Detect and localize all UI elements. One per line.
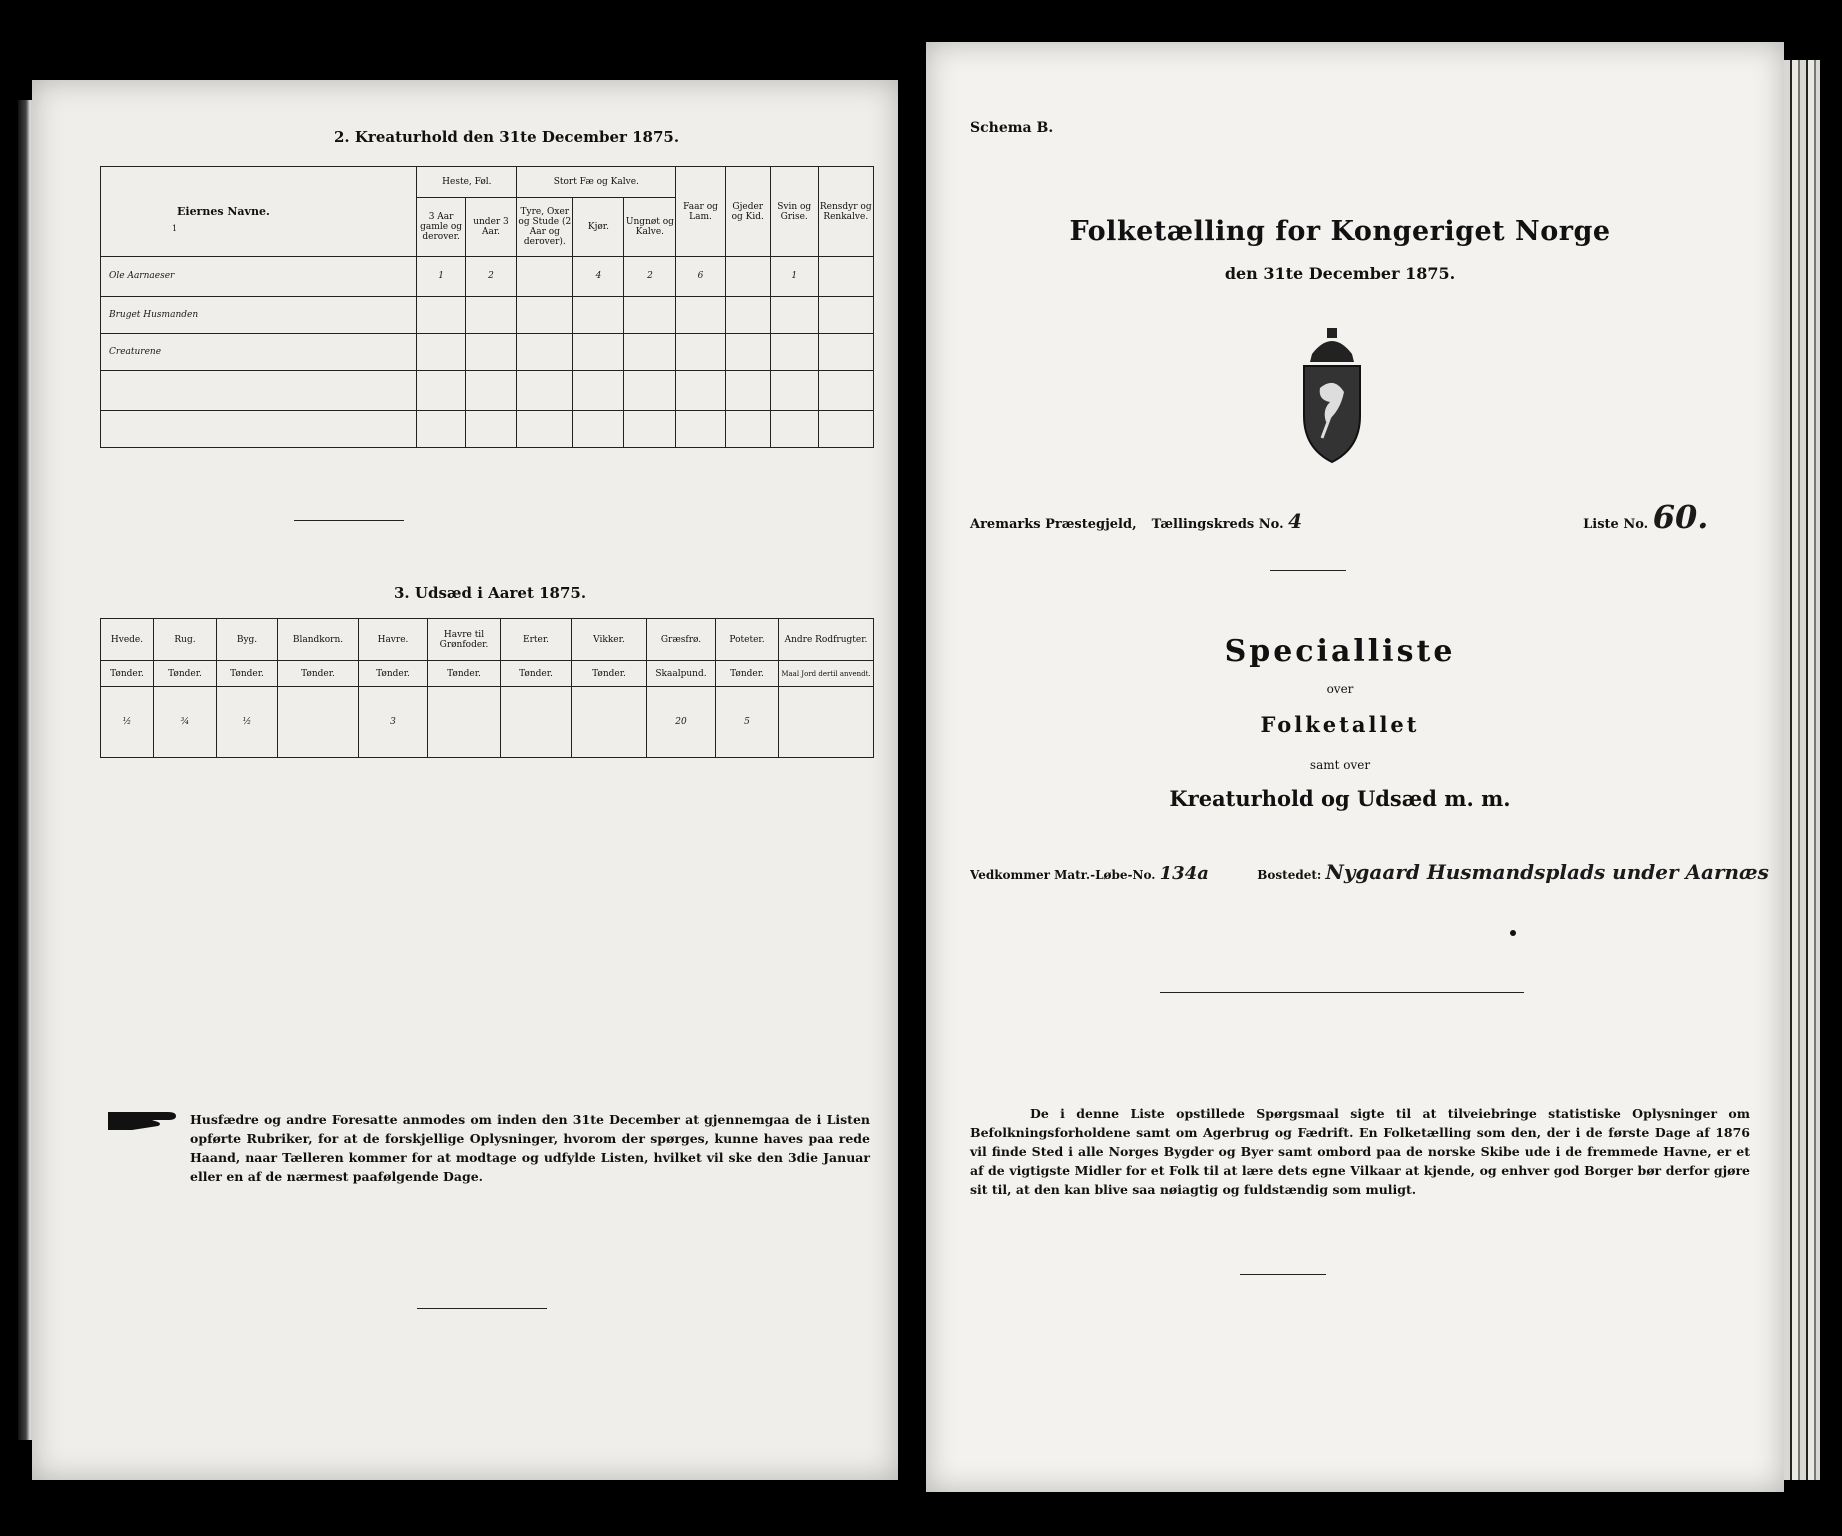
left-page	[32, 80, 898, 1480]
matr-label: Vedkommer Matr.-Løbe-No.	[970, 868, 1156, 882]
seed-unit: Tønder.	[217, 661, 278, 687]
seed-header: Vikker.	[572, 619, 647, 661]
reindeer-value	[818, 257, 873, 297]
parish-line	[970, 498, 1750, 536]
list-label: Liste No.	[1583, 517, 1649, 532]
separator-line	[417, 1308, 547, 1309]
horse-old-header: 3 Aar gamle og derover.	[417, 197, 465, 256]
owner-name: Creaturene	[101, 333, 417, 370]
district-value: 4	[1288, 509, 1303, 533]
livestock-title: 2. Kreaturhold den 31te December 1875.	[334, 128, 680, 146]
seed-header: Rug.	[154, 619, 217, 661]
coat-of-arms-icon	[1282, 326, 1382, 466]
seed-unit: Tønder.	[428, 661, 501, 687]
bosted-label: Bostedet:	[1257, 868, 1322, 882]
seed-header: Havre til Grønfoder.	[428, 619, 501, 661]
cattle-group-header: Stort Fæ og Kalve.	[517, 167, 676, 198]
seed-unit: Tønder.	[101, 661, 154, 687]
reindeer-header: Rensdyr og Renkalve.	[818, 167, 873, 257]
list-value: 60.	[1652, 498, 1709, 536]
schema-label: Schema B.	[970, 120, 1054, 136]
matr-value: 134a	[1159, 863, 1209, 884]
intro-paragraph: De i denne Liste opstillede Spørgsmaal sigte til at tilveiebringe statistiske Oplysninger om Befolkningsforholdene samt om Agerbrug og Fædrift. En Folketælling som den, der i de første Dage af 1876 vil finde Sted i alle Norges Bygder og Byer samt ombord paa de norske Skibe ude i de fremmede Havne, er et af de vigtigste Midler for et Folk til at lære dets egne Vilkaar at kjende, og enhver god Borger bør derfor gjøre sit til, at den kan blive saa nøiagtig og fuldstændig som muligt.	[970, 1106, 1750, 1197]
pointing-hand-icon	[108, 1108, 180, 1132]
folketallet-heading: Folketallet	[1260, 712, 1420, 737]
seed-header: Græsfrø.	[647, 619, 716, 661]
table-row	[101, 257, 874, 297]
seed-header: Havre.	[359, 619, 428, 661]
seed-value: 20	[647, 687, 716, 758]
table-row	[101, 333, 874, 370]
owner-col-number: 1	[172, 224, 178, 233]
young-value: 2	[624, 257, 676, 297]
seed-unit: Tønder.	[501, 661, 572, 687]
district-label: Tællingskreds No.	[1151, 517, 1284, 532]
seed-value	[501, 687, 572, 758]
separator-line	[1160, 992, 1524, 993]
separator-line	[1240, 1274, 1326, 1275]
seed-value	[428, 687, 501, 758]
samt-over-text: samt over	[1309, 758, 1371, 772]
pigs-header: Svin og Grise.	[770, 167, 818, 257]
seed-header: Andre Rodfrugter.	[779, 619, 874, 661]
seed-value	[278, 687, 359, 758]
sheep-header: Faar og Lam.	[676, 167, 725, 257]
table-row	[101, 296, 874, 333]
owner-name: Ole Aarnaeser	[101, 257, 417, 297]
seed-table	[100, 618, 874, 758]
table-row	[101, 371, 874, 411]
livestock-table	[100, 166, 874, 448]
seed-unit: Tønder.	[716, 661, 779, 687]
seed-unit: Tønder.	[278, 661, 359, 687]
specialliste-heading: Specialliste	[1224, 634, 1456, 669]
young-cattle-header: Ungnøt og Kalve.	[624, 197, 676, 256]
seed-value: ¾	[154, 687, 217, 758]
seed-header: Hvede.	[101, 619, 154, 661]
horse-young-value: 2	[465, 257, 516, 297]
seed-value: 5	[716, 687, 779, 758]
notice-text: Husfædre og andre Foresatte anmodes om inden den 31te December at gjennemgaa de i Listen opførte Rubriker, for at de forskjellige Oplysninger, hvorom der spørges, kunne haves paa rede Haand, naar Tælleren kommer for at modtage og udfylde Listen, hvilket vil ske den 3die Januar eller en af de nærmest paafølgende Dage.	[190, 1112, 870, 1184]
separator-line	[1270, 570, 1346, 571]
seed-unit: Skaalpund.	[647, 661, 716, 687]
horse-young-header: under 3 Aar.	[465, 197, 516, 256]
matr-line	[970, 860, 1769, 884]
table-row	[101, 687, 874, 758]
horse-old-value: 1	[417, 257, 465, 297]
census-date: den 31te December 1875.	[1224, 264, 1456, 283]
kreaturhold-heading: Kreaturhold og Udsæd m. m.	[1169, 786, 1511, 811]
seed-unit: Tønder.	[572, 661, 647, 687]
seed-header: Erter.	[501, 619, 572, 661]
pigs-value: 1	[770, 257, 818, 297]
horses-group-header: Heste, Føl.	[417, 167, 517, 198]
over-text: over	[1326, 682, 1354, 696]
ink-dot	[1510, 930, 1516, 936]
seed-value: ½	[217, 687, 278, 758]
seed-value	[572, 687, 647, 758]
separator-line	[294, 520, 404, 521]
parish-label: Aremarks Præstegjeld,	[970, 517, 1137, 532]
seed-header: Byg.	[217, 619, 278, 661]
seed-value: ½	[101, 687, 154, 758]
sheep-value: 6	[676, 257, 725, 297]
cows-header: Kjør.	[573, 197, 624, 256]
seed-unit: Tønder.	[154, 661, 217, 687]
page-title: Folketælling for Kongeriget Norge	[1069, 216, 1611, 247]
owner-header: Eiernes Navne.	[101, 167, 417, 257]
goats-value	[725, 257, 770, 297]
seed-header: Blandkorn.	[278, 619, 359, 661]
goats-header: Gjeder og Kid.	[725, 167, 770, 257]
owner-name: Bruget Husmanden	[101, 296, 417, 333]
bosted-value: Nygaard Husmandsplads under Aarnæs	[1325, 860, 1769, 884]
seed-header: Poteter.	[716, 619, 779, 661]
seed-unit: Tønder.	[359, 661, 428, 687]
right-page	[926, 42, 1784, 1492]
seed-value	[779, 687, 874, 758]
bulls-header: Tyre, Oxer og Stude (2 Aar og derover).	[517, 197, 573, 256]
seed-unit: Maal Jord dertil anvendt.	[779, 661, 874, 687]
cows-value: 4	[573, 257, 624, 297]
table-row	[101, 410, 874, 447]
seed-title: 3. Udsæd i Aaret 1875.	[394, 584, 587, 602]
seed-value: 3	[359, 687, 428, 758]
bulls-value	[517, 257, 573, 297]
